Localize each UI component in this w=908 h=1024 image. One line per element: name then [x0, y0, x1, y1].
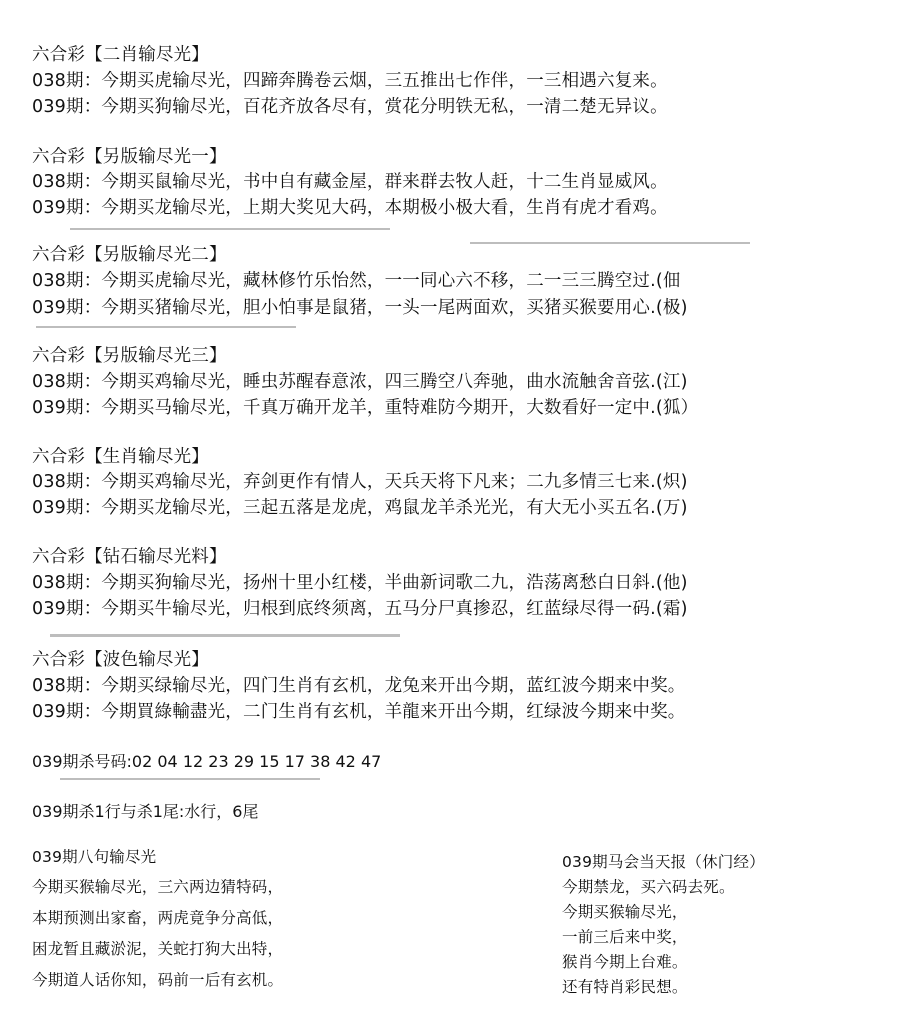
section-title: 六合彩【另版输尽光三】	[32, 346, 227, 366]
section-title: 六合彩【钻石输尽光料】	[32, 547, 227, 567]
section-title: 六合彩【另版输尽光一】	[32, 147, 227, 167]
section-line: 038期：今期买狗输尽光，扬州十里小红楼，半曲新词歌二九，浩荡离愁白日斜.(他)	[32, 573, 688, 593]
poem-left-title: 039期八句输尽光	[32, 848, 157, 866]
kill-row: 039期杀1行与杀1尾:水行，6尾	[32, 802, 259, 821]
section-line: 039期：今期买龙输尽光，上期大奖见大码，本期极小极大看，生肖有虎才看鸡。	[32, 198, 668, 218]
section-line: 039期：今期買綠輸盡光，二门生肖有玄机，羊龍来开出今期，红绿波今期来中奖。	[32, 702, 686, 722]
section-line: 038期：今期买绿输尽光，四门生肖有玄机，龙兔来开出今期，蓝红波今期来中奖。	[32, 676, 686, 696]
section-title: 六合彩【波色输尽光】	[32, 650, 209, 670]
poem-right-line: 还有特肖彩民想。	[562, 978, 688, 996]
section-line: 038期：今期买鼠输尽光，书中自有藏金屋，群来群去牧人赶，十二生肖显威风。	[32, 172, 668, 192]
section-line: 039期：今期买马输尽光，千真万确开龙羊，重特难防今期开，大数看好一定中.(狐）	[32, 398, 699, 418]
scan-noise	[36, 326, 296, 328]
poem-right-title: 039期马会当天报（休门经）	[562, 853, 765, 871]
poem-right-line: 猴肖今期上台难。	[562, 953, 688, 971]
scan-noise	[470, 242, 750, 244]
section-title: 六合彩【生肖输尽光】	[32, 447, 209, 467]
section-line: 039期：今期买猪输尽光，胆小怕事是鼠猪，一头一尾两面欢，买猪买猴要用心.(极)	[32, 298, 688, 318]
poem-left-line: 今期道人话你知，码前一后有玄机。	[32, 971, 284, 989]
poem-right-line: 今期买猴输尽光，	[562, 903, 688, 921]
scan-noise	[70, 228, 390, 230]
poem-right-line: 今期禁龙，买六码去死。	[562, 878, 735, 896]
section-title: 六合彩【二肖输尽光】	[32, 45, 209, 65]
section-line: 038期：今期买虎输尽光，藏林修竹乐怡然，一一同心六不移，二一三三腾空过.(佃	[32, 271, 681, 291]
kill-numbers: 039期杀号码:02 04 12 23 29 15 17 38 42 47	[32, 752, 382, 771]
poem-left-line: 困龙暂且藏淤泥，关蛇打狗大出特，	[32, 940, 284, 958]
section-line: 039期：今期买龙输尽光，三起五落是龙虎，鸡鼠龙羊杀光光，有大无小买五名.(万)	[32, 498, 688, 518]
section-line: 038期：今期买鸡输尽光，弃剑更作有情人，天兵天将下凡来；二九多情三七来.(炽)	[32, 472, 688, 492]
section-line: 039期：今期买牛输尽光，归根到底终须离，五马分尸真掺忍，红蓝绿尽得一码.(霜)	[32, 599, 688, 619]
section-line: 038期：今期买鸡输尽光，睡虫苏醒春意浓，四三腾空八奔驰，曲水流触舍音弦.(江)	[32, 372, 688, 392]
section-line: 038期：今期买虎输尽光，四蹄奔腾卷云烟，三五推出七作伴，一三相遇六复来。	[32, 71, 668, 91]
poem-left-line: 今期买猴输尽光，三六两边猜特码，	[32, 878, 284, 896]
poem-right-line: 一前三后来中奖，	[562, 928, 688, 946]
section-title: 六合彩【另版输尽光二】	[32, 245, 227, 265]
scan-noise	[50, 634, 400, 637]
poem-left-line: 本期预测出家畜，两虎竟争分高低，	[32, 909, 284, 927]
scan-noise	[60, 778, 320, 780]
section-line: 039期：今期买狗输尽光，百花齐放各尽有，赏花分明铁无私，一清二楚无异议。	[32, 97, 668, 117]
